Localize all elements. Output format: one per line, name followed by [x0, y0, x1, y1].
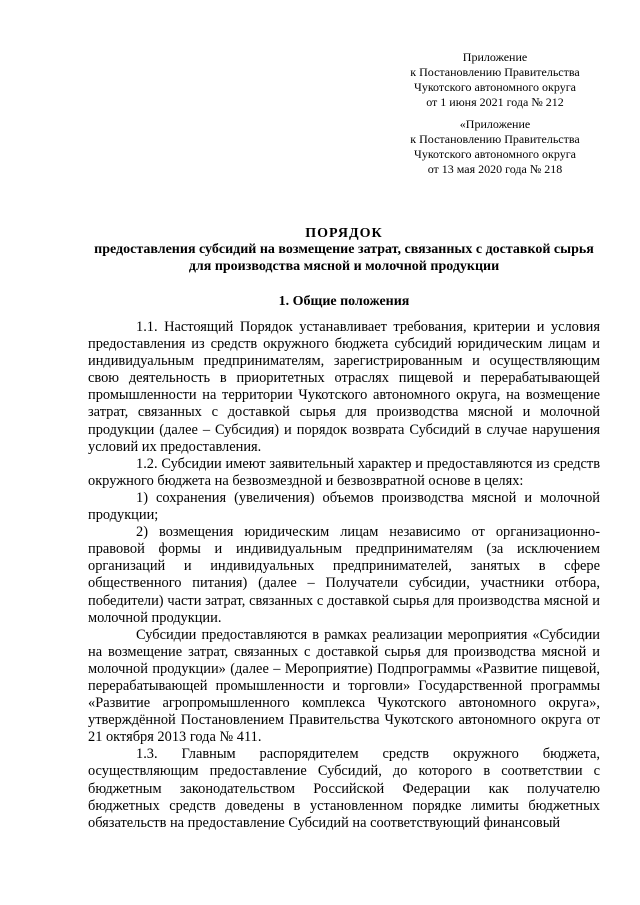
paragraph: 1.2. Субсидии имеют заявительный характер и предоставляются из средств окружного бюджета на безвозмездной и безвозвратной основе в целях: — [88, 455, 600, 489]
section-heading: 1. Общие положения — [278, 294, 410, 309]
annex-line: к Постановлению Правительства — [410, 65, 580, 79]
document-title: ПОРЯДОК — [305, 226, 383, 241]
document-body — [88, 319, 600, 832]
annex-line: от 1 июня 2021 года № 212 — [426, 95, 564, 109]
previous-annex-block — [395, 117, 595, 177]
annex-line: Чукотского автономного округа — [414, 147, 576, 161]
paragraph: 2) возмещения юридическим лицам независимо от организационно-правовой формы и индивидуальным предпринимателям (за исключением организаций и индивидуальных предпринимателей, занятых в сфере общественного питания) (далее – Получатели субсидии, участники отбора, победители) части затрат, связанных с доставкой сырья для производства мясной и молочной продукции. — [88, 524, 600, 626]
annex-line: к Постановлению Правительства — [410, 132, 580, 146]
annex-line: Чукотского автономного округа — [414, 80, 576, 94]
annex-block — [395, 50, 595, 110]
paragraph: 1.3. Главным распорядителем средств окружного бюджета, осуществляющим предоставление Субсидий, до которого в соответствии с бюджетным законодательством Российской Федерации как получателю бюджетных средств доведены в установленном порядке лимиты бюджетных обязательств на предоставление Субсидий на соответствующий финансовый — [88, 746, 600, 831]
annex-line: Приложение — [462, 50, 528, 64]
paragraph: Субсидии предоставляются в рамках реализации мероприятия «Субсидии на возмещение затрат, связанных с доставкой сырья для производства мясной и молочной продукции» (далее – Мероприятие) Подпрограммы «Развитие пищевой, перерабатывающей промышленности и торговли» Государственной программы «Развитие агропромышленного комплекса Чукотского автономного округа», утверждённой Постановлением Правительства Чукотского автономного округа от 21 октября 2013 года № 411. — [88, 626, 600, 746]
paragraph: 1.1. Настоящий Порядок устанавливает требования, критерии и условия предоставления из средств окружного бюджета субсидий юридическим лицам и индивидуальным предпринимателям, зарегистрированным и осуществляющим свою деятельность в приоритетных отраслях пищевой и перерабатывающей промышленности на территории Чукотского автономного округа, на возмещение затрат, связанных с доставкой сырья для производства мясной и молочной продукции (далее – Субсидия) и порядок возврата Субсидий в случае нарушения условий их предоставления. — [88, 319, 600, 455]
document-subtitle: предоставления субсидий на возмещение затрат, связанных с доставкой сырья для производства мясной и молочной продукции — [94, 242, 594, 274]
annex-line: «Приложение — [459, 117, 531, 131]
annex-line: от 13 мая 2020 года № 218 — [427, 162, 563, 176]
paragraph: 1) сохранения (увеличения) объемов производства мясной и молочной продукции; — [88, 489, 600, 524]
